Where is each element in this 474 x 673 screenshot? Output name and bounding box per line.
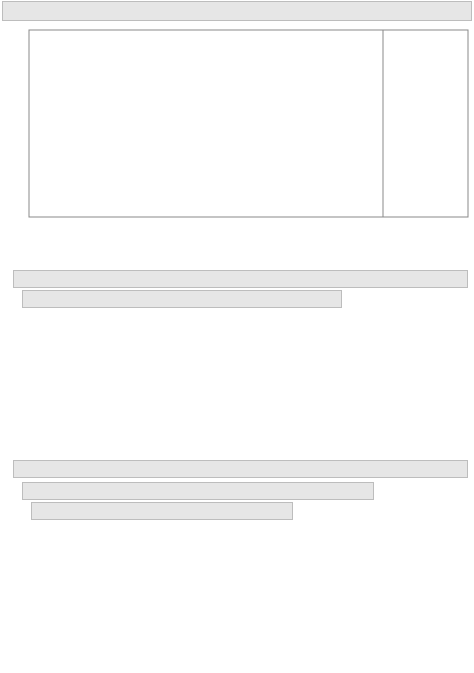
plot-frame — [29, 30, 468, 217]
means-table-header-row — [24, 311, 332, 326]
letters-col-header-mean — [126, 521, 166, 536]
oneway-anova-header[interactable] — [13, 270, 468, 288]
means-comparisons-header[interactable] — [13, 460, 468, 478]
tukey-header[interactable] — [22, 482, 374, 500]
col-header-upper-95 — [280, 311, 332, 326]
means-table — [24, 311, 332, 326]
connecting-letters-header[interactable] — [31, 502, 293, 520]
letters-table — [36, 521, 166, 536]
col-header-number — [76, 311, 126, 326]
col-header-level — [24, 311, 76, 326]
col-header-std-error — [174, 311, 228, 326]
report-title-bar[interactable] — [2, 1, 472, 21]
letters-table-header-row — [36, 521, 166, 536]
col-header-lower-95 — [228, 311, 280, 326]
means-anova-header[interactable] — [22, 290, 342, 308]
col-header-mean — [126, 311, 174, 326]
oneway-chart — [0, 22, 474, 270]
letters-col-header-level — [36, 521, 78, 536]
